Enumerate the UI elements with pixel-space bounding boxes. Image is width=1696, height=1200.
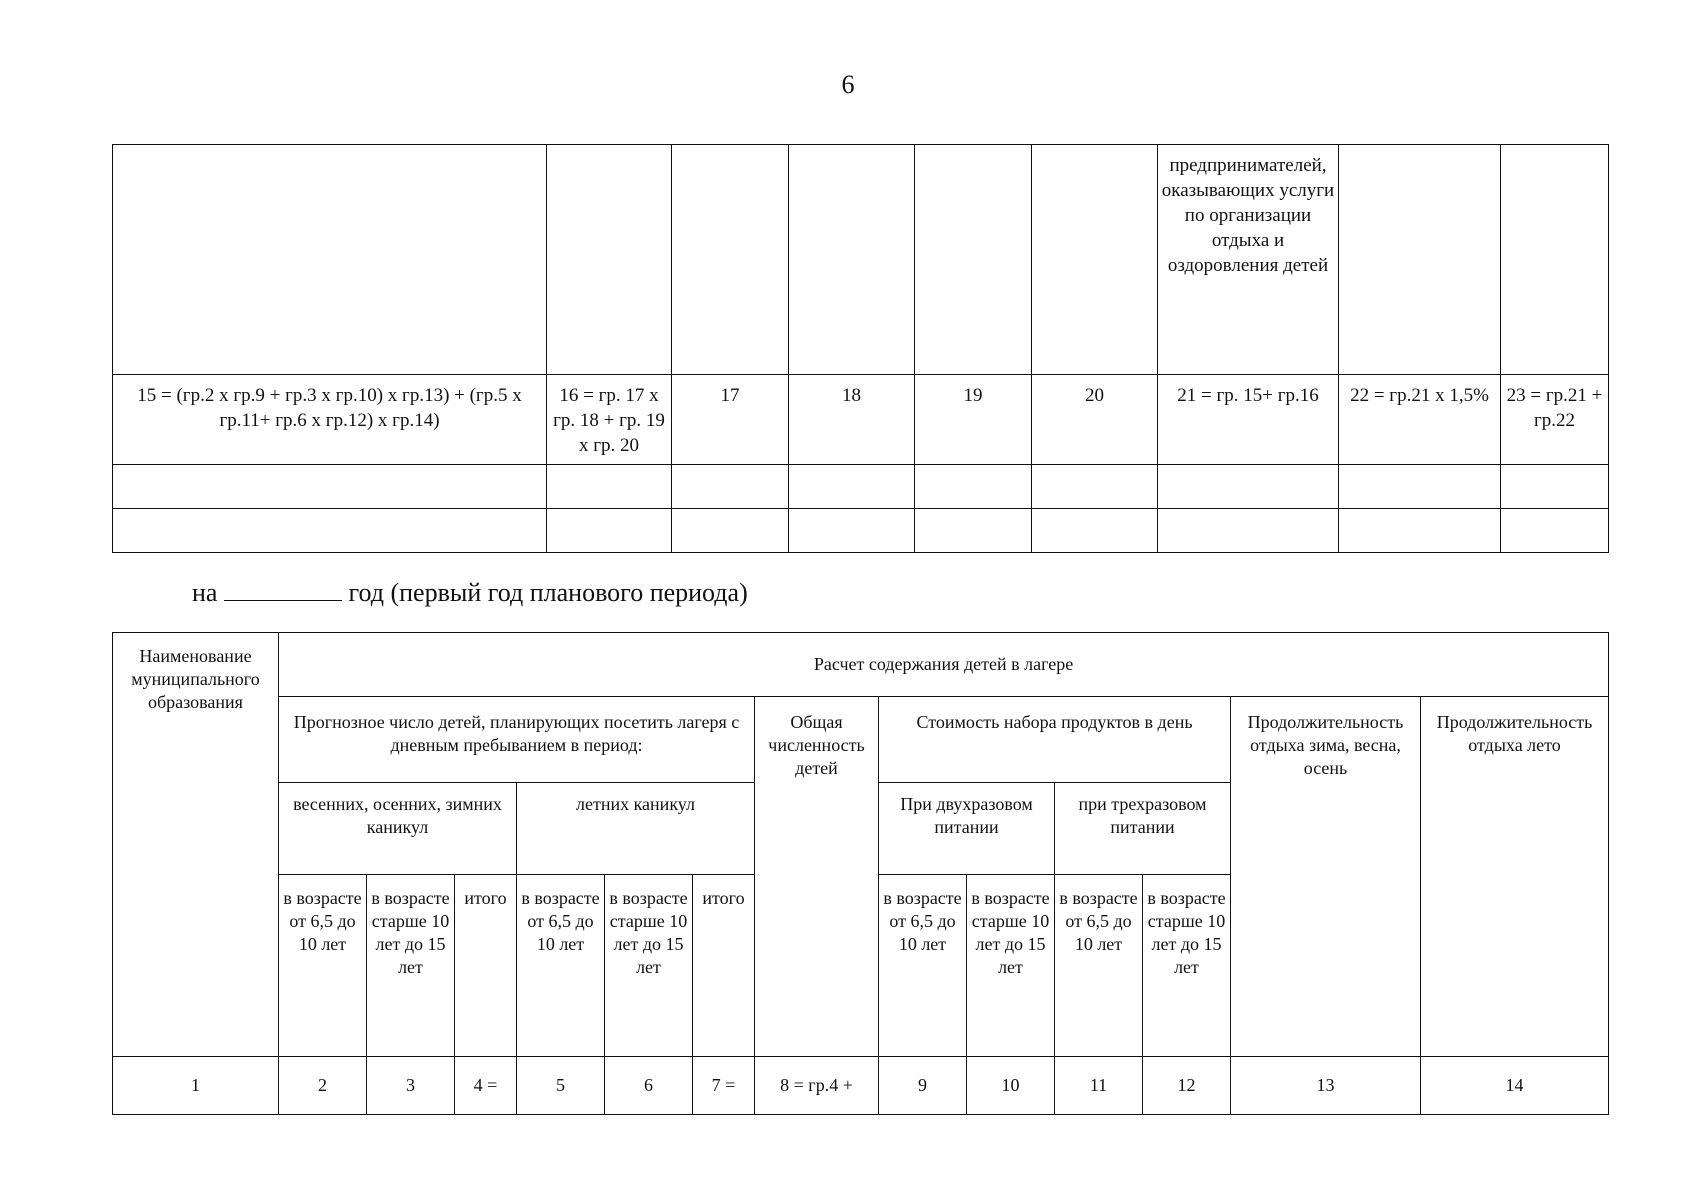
municipality-name-header: Наименование муниципального образования bbox=[113, 633, 279, 1057]
continuation-table bbox=[112, 144, 1609, 553]
age-10-15-header: в возрасте старше 10 лет до 15 лет bbox=[1143, 875, 1231, 1057]
year-blank-line bbox=[224, 578, 342, 601]
age-6-10-header: в возрасте от 6,5 до 10 лет bbox=[517, 875, 605, 1057]
formula-21: 21 = гр. 15+ гр.16 bbox=[1158, 375, 1339, 465]
column-number: 8 = гр.4 + bbox=[755, 1057, 879, 1115]
column-number: 3 bbox=[367, 1057, 455, 1115]
summer-holidays-header: летних каникул bbox=[517, 783, 755, 875]
column-number: 4 = bbox=[455, 1057, 517, 1115]
age-10-15-header: в возрасте старше 10 лет до 15 лет bbox=[967, 875, 1055, 1057]
formula-20: 20 bbox=[1032, 375, 1158, 465]
formula-15: 15 = (гр.2 х гр.9 + гр.3 х гр.10) х гр.13) + (гр.5 х гр.11+ гр.6 х гр.12) х гр.14) bbox=[113, 375, 547, 465]
header-cell-19 bbox=[915, 145, 1032, 375]
column-number: 5 bbox=[517, 1057, 605, 1115]
forecast-header: Прогнозное число детей, планирующих посетить лагеря с дневным пребыванием в период: bbox=[279, 697, 755, 783]
column-number: 12 bbox=[1143, 1057, 1231, 1115]
total-header: итого bbox=[693, 875, 755, 1057]
page-number: 6 bbox=[841, 70, 855, 99]
empty-row bbox=[113, 509, 1609, 553]
section-title bbox=[192, 578, 748, 608]
header-cell-23 bbox=[1501, 145, 1609, 375]
age-10-15-header: в возрасте старше 10 лет до 15 лет bbox=[605, 875, 693, 1057]
formula-row bbox=[113, 375, 1609, 465]
header-cell-16 bbox=[547, 145, 672, 375]
duration-winter-header: Продолжительность отдыха зима, весна, осень bbox=[1231, 697, 1421, 1057]
section-title-prefix: на bbox=[192, 578, 218, 607]
formula-23: 23 = гр.21 + гр.22 bbox=[1501, 375, 1609, 465]
header-row-2 bbox=[113, 697, 1609, 783]
column-number: 6 bbox=[605, 1057, 693, 1115]
column-number: 2 bbox=[279, 1057, 367, 1115]
column-number: 1 bbox=[113, 1057, 279, 1115]
age-10-15-header: в возрасте старше 10 лет до 15 лет bbox=[367, 875, 455, 1057]
header-cell-entrepreneurs: предпринимателей, оказывающих услуги по организации отдыха и оздоровления детей bbox=[1158, 145, 1339, 375]
formula-19: 19 bbox=[915, 375, 1032, 465]
calculation-table bbox=[112, 632, 1609, 1115]
column-number: 11 bbox=[1055, 1057, 1143, 1115]
formula-16: 16 = гр. 17 х гр. 18 + гр. 19 х гр. 20 bbox=[547, 375, 672, 465]
spring-holidays-header: весенних, осенних, зимних каникул bbox=[279, 783, 517, 875]
empty-row bbox=[113, 465, 1609, 509]
formula-22: 22 = гр.21 х 1,5% bbox=[1339, 375, 1501, 465]
total-children-header: Общая численность детей bbox=[755, 697, 879, 1057]
column-numbers-row bbox=[113, 1057, 1609, 1115]
header-cell-15 bbox=[113, 145, 547, 375]
total-header: итого bbox=[455, 875, 517, 1057]
age-6-10-header: в возрасте от 6,5 до 10 лет bbox=[279, 875, 367, 1057]
header-row bbox=[113, 145, 1609, 375]
formula-18: 18 bbox=[789, 375, 915, 465]
column-number: 14 bbox=[1421, 1057, 1609, 1115]
header-cell-22 bbox=[1339, 145, 1501, 375]
age-6-10-header: в возрасте от 6,5 до 10 лет bbox=[1055, 875, 1143, 1057]
header-row-1 bbox=[113, 633, 1609, 697]
header-cell-20 bbox=[1032, 145, 1158, 375]
column-number: 13 bbox=[1231, 1057, 1421, 1115]
age-6-10-header: в возрасте от 6,5 до 10 лет bbox=[879, 875, 967, 1057]
calculation-header: Расчет содержания детей в лагере bbox=[279, 633, 1609, 697]
header-cell-18 bbox=[789, 145, 915, 375]
formula-17: 17 bbox=[672, 375, 789, 465]
two-meals-header: При двухразовом питании bbox=[879, 783, 1055, 875]
column-number: 7 = bbox=[693, 1057, 755, 1115]
section-title-suffix: год (первый год планового периода) bbox=[348, 578, 748, 607]
three-meals-header: при трехразовом питании bbox=[1055, 783, 1231, 875]
duration-summer-header: Продолжительность отдыха лето bbox=[1421, 697, 1609, 1057]
food-cost-header: Стоимость набора продуктов в день bbox=[879, 697, 1231, 783]
header-cell-17 bbox=[672, 145, 789, 375]
column-number: 10 bbox=[967, 1057, 1055, 1115]
column-number: 9 bbox=[879, 1057, 967, 1115]
